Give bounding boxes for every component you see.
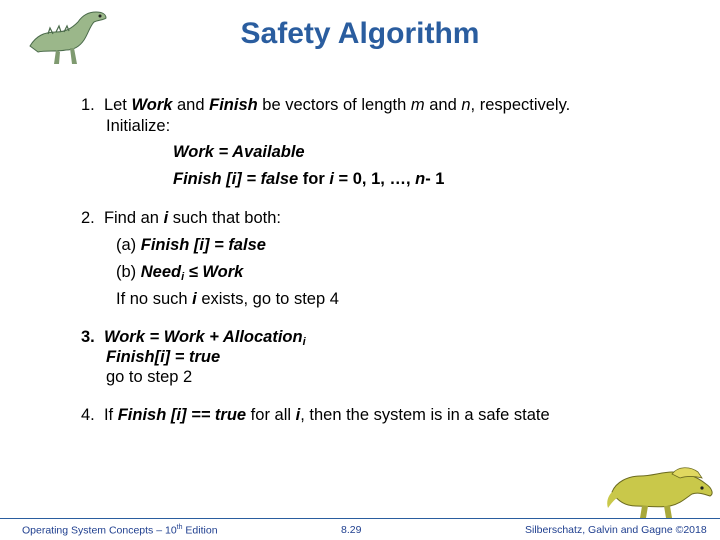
work-equals-available: Work = Available [173, 143, 305, 161]
text: = 0, 1, …, [333, 170, 416, 188]
text: Let [103, 96, 132, 114]
step-2-fallback [116, 290, 339, 309]
i-var: i [176, 406, 181, 424]
step-1-line-1 [81, 96, 570, 115]
step-3-line-1 [81, 328, 306, 348]
text: , respectively. [470, 96, 571, 114]
text: , then the system is in a safe state [300, 406, 550, 424]
text: be vectors of length [257, 96, 411, 114]
text: and [424, 96, 462, 114]
work-term: Work [131, 96, 173, 114]
text: If [103, 406, 118, 424]
subscript-i: i [302, 336, 306, 348]
text: and [172, 96, 210, 114]
footer-page-number: 8.29 [341, 524, 362, 536]
i-var: i [295, 406, 301, 424]
finish-term: Finish [117, 406, 167, 424]
text: Work = Work + Allocation [103, 328, 303, 346]
step-number: 3. [81, 328, 95, 346]
text: Find an [103, 209, 164, 227]
step-2-condition-b [116, 263, 243, 283]
true-term: true [214, 406, 247, 424]
step-2-line-1 [81, 209, 281, 228]
step-2-condition-a [116, 236, 266, 255]
text: Edition [182, 524, 218, 537]
i-var: i [329, 170, 334, 188]
text: ] = false [236, 170, 299, 188]
finish-term: Finish [209, 96, 258, 114]
step-1-init: Initialize: [106, 117, 171, 135]
step-3-line-3: go to step 2 [106, 368, 193, 386]
text: [ [166, 406, 177, 424]
text: for [298, 170, 330, 188]
step-4-line [81, 406, 550, 425]
step-3-line-2 [106, 348, 220, 367]
text: Finish[ [106, 348, 161, 366]
text: Finish [ [173, 170, 232, 188]
text: such that both: [168, 209, 281, 227]
text: ≤ Work [184, 263, 244, 281]
footer-authors: Silberschatz, Galvin and Gagne ©2018 [525, 524, 707, 536]
i-var: i [199, 236, 205, 254]
text: If no such [116, 290, 193, 308]
slide-title: Safety Algorithm [240, 17, 480, 50]
text: for all [246, 406, 296, 424]
n-var: n [415, 170, 426, 188]
step-number: 4. [81, 406, 95, 424]
text: Operating System Concepts – 10 [22, 524, 177, 537]
step-number: 2. [81, 209, 95, 227]
text: Finish [ [140, 236, 200, 254]
footer-divider [0, 518, 720, 519]
text: ] = false [204, 236, 266, 254]
text: ] = true [164, 348, 221, 366]
subscript-i: i [181, 271, 185, 283]
text: exists, go to step 4 [196, 290, 339, 308]
dinosaur-footer-icon [606, 462, 718, 520]
m-var: m [410, 96, 425, 114]
i-var: i [160, 348, 165, 366]
text: ] == [180, 406, 215, 424]
i-var: i [163, 209, 169, 227]
superscript: th [176, 524, 183, 531]
label: (a) [116, 236, 141, 254]
text: - 1 [425, 170, 445, 188]
need-term: Need [140, 263, 182, 281]
i-var: i [192, 290, 197, 308]
i-var: i [231, 170, 237, 188]
footer-book-title [22, 524, 218, 537]
step-number: 1. [81, 96, 95, 114]
label: (b) [116, 263, 141, 281]
finish-init-line [173, 170, 444, 189]
n-var: n [461, 96, 471, 114]
